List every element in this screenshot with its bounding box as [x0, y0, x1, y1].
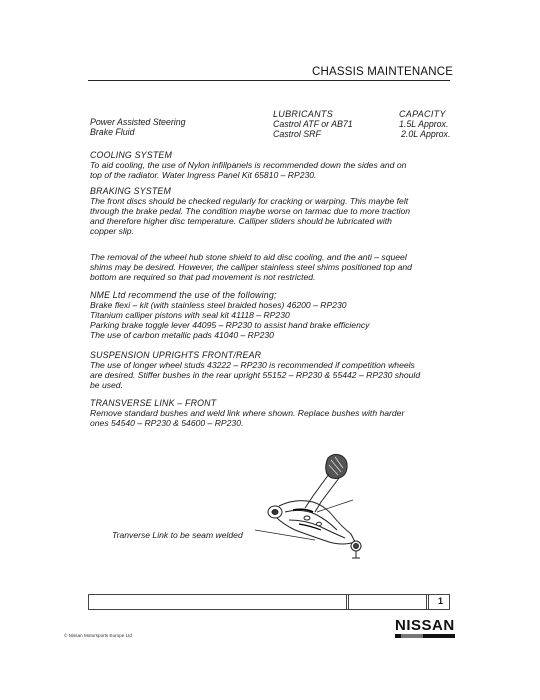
- body-line: The use of longer wheel studs 43222 – RP230 is recommended if competition wheels: [90, 360, 415, 370]
- section-body: [90, 300, 445, 340]
- section-body: [90, 360, 445, 390]
- section-heading: SUSPENSION UPRIGHTS FRONT/REAR: [90, 350, 262, 360]
- body-line: The use of carbon metallic pads 41040 – RP230: [90, 330, 274, 340]
- copyright-text: © Nissan Motorsports Europe Ltd: [64, 633, 132, 638]
- lubricant-value: Castrol SRF: [273, 129, 321, 139]
- capacity-value: 1.5L Approx.: [399, 119, 449, 129]
- logo-stripe: [401, 634, 423, 638]
- section-heading: TRANSVERSE LINK – FRONT: [90, 398, 217, 408]
- body-line: copper slip.: [90, 226, 134, 236]
- fluid-item-column: [90, 117, 186, 137]
- section-suspension-uprights: [90, 350, 445, 390]
- section-heading: BRAKING SYSTEM: [90, 186, 172, 196]
- fluid-item: Power Assisted Steering: [90, 117, 186, 127]
- fluid-item: Brake Fluid: [90, 127, 135, 137]
- body-line: shims may be desired. However, the calliper stainless steel shims positioned top and: [90, 262, 412, 272]
- body-line: To aid cooling, the use of Nylon infillpanels is recommended down the sides and on: [90, 160, 407, 170]
- body-line: are desired. Stiffer bushes in the rear upright 55152 – RP230 & 55442 – RP230 should: [90, 370, 421, 380]
- lubricant-column: [273, 119, 353, 139]
- footer-divider: [348, 595, 349, 609]
- section-heading: COOLING SYSTEM: [90, 150, 172, 160]
- body-line: Titanium calliper pistons with seal kit 41118 – RP230: [90, 310, 290, 320]
- section-body: [90, 252, 445, 282]
- nissan-logo: [395, 617, 457, 647]
- body-line: top of the radiator. Water Ingress Panel Kit 65810 – RP230.: [90, 170, 317, 180]
- body-line: and therefore higher disc temperature. Calliper sliders should be lubricated with: [90, 216, 392, 226]
- body-line: The removal of the wheel hub stone shield to aid disc cooling, and the anti – squeel: [90, 252, 407, 262]
- body-line: The front discs should be checked regularly for cracking or warping. This maybe felt: [90, 196, 409, 206]
- body-line: through the brake pedal. The condition maybe worse on tarmac due to more traction: [90, 206, 411, 216]
- page-number: 1: [438, 596, 444, 606]
- capacity-column: [397, 119, 450, 139]
- figure-caption: Tranverse Link to be seam welded: [112, 530, 243, 540]
- footer-divider: [346, 595, 347, 609]
- transverse-link-illustration: [255, 450, 375, 565]
- lubricants-heading: LUBRICANTS: [273, 109, 334, 119]
- section-braking-system: [90, 186, 445, 236]
- footer-divider: [426, 595, 427, 609]
- section-body: [90, 408, 445, 428]
- body-line: Brake flexi – kit (with stainless steel braided hoses) 46200 – RP230: [90, 300, 347, 310]
- section-cooling-system: [90, 150, 445, 180]
- section-nme-recommendations: [90, 290, 445, 340]
- section-body: [90, 196, 445, 236]
- footer-divider: [428, 595, 429, 609]
- header-rule: [88, 80, 450, 81]
- body-line: be used.: [90, 380, 123, 390]
- lubricant-value: Castrol ATF or AB71: [273, 119, 353, 129]
- logo-text: NISSAN: [395, 617, 455, 634]
- capacity-value: 2.0L Approx.: [401, 129, 451, 139]
- section-heading: NME Ltd recommend the use of the following;: [90, 290, 277, 300]
- body-line: Remove standard bushes and weld link where shown. Replace bushes with harder: [90, 408, 405, 418]
- body-line: bottom are required so that pad movement is not restricted.: [90, 272, 316, 282]
- section-body: [90, 160, 445, 180]
- body-line: Parking brake toggle lever 44095 – RP230 to assist hand brake efficiency: [90, 320, 370, 330]
- capacity-heading: CAPACITY: [399, 109, 446, 119]
- page-title: CHASSIS MAINTENANCE: [312, 66, 454, 78]
- section-stone-shield: [90, 252, 445, 282]
- section-transverse-link: [90, 398, 445, 428]
- body-line: ones 54540 – RP230 & 54600 – RP230.: [90, 418, 244, 428]
- footer-box: [88, 594, 450, 610]
